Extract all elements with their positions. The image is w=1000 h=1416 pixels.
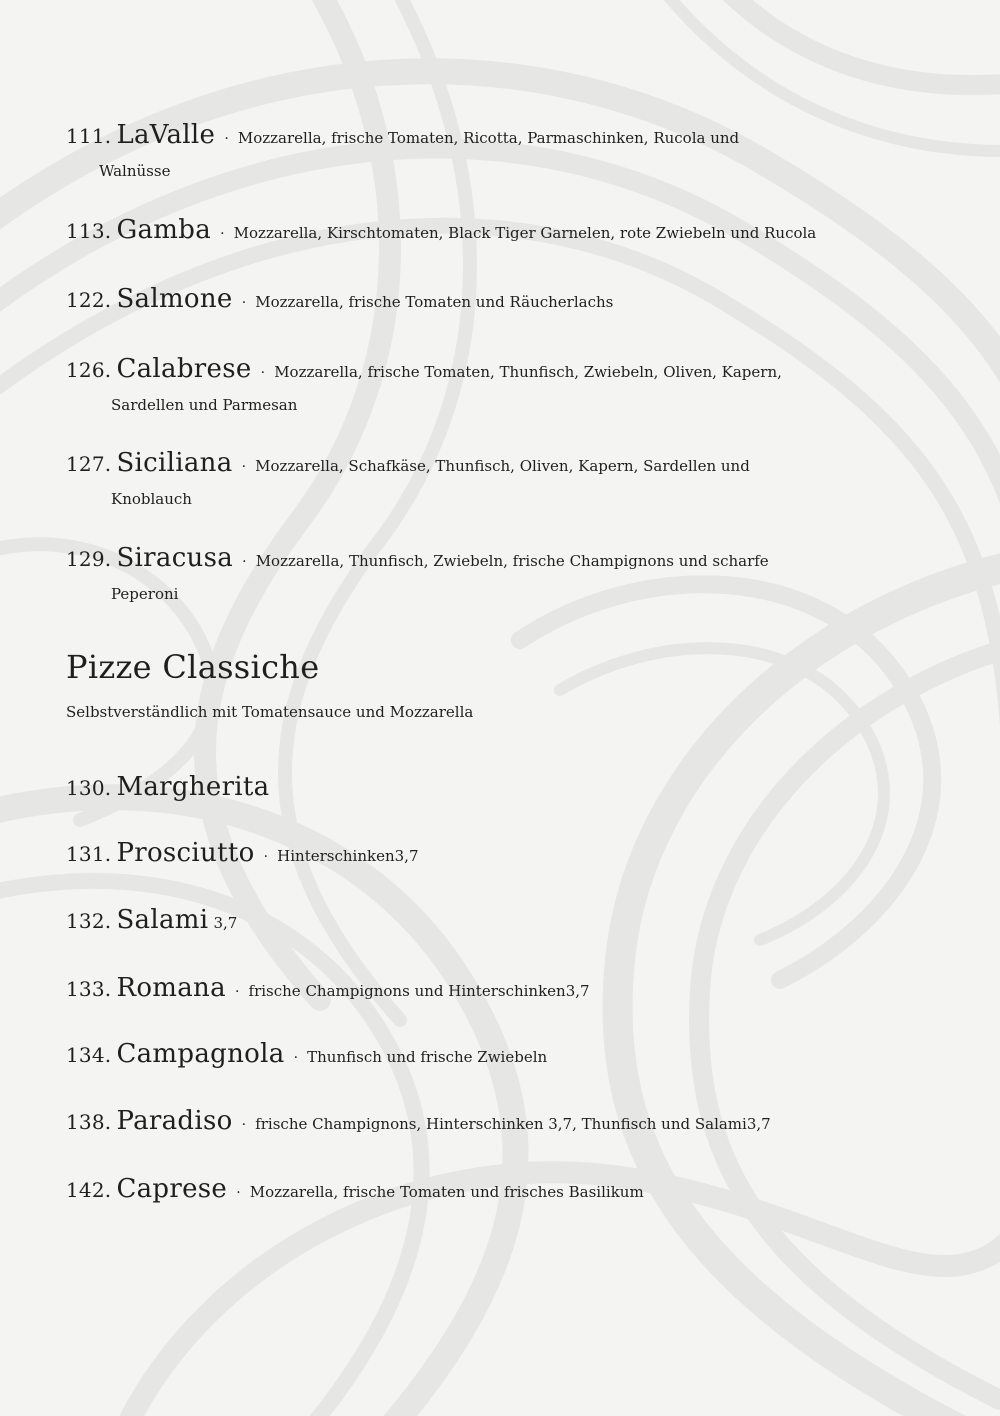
item-description: Hinterschinken3,7 [277, 847, 419, 865]
item-description-continued: Walnüsse [99, 162, 171, 180]
item-description: Mozzarella, frische Tomaten, Ricotta, Parmaschinken, Rucola und [237, 129, 740, 147]
item-separator: · [260, 365, 266, 381]
item-number: 129. [66, 547, 112, 571]
item-separator: · [236, 1185, 241, 1201]
item-name: Paradiso [116, 1106, 233, 1136]
item-separator: · [220, 226, 225, 242]
item-separator: · [241, 1117, 247, 1133]
menu-item-siracusa [66, 541, 826, 607]
item-description: Mozzarella, frische Tomaten und frisches Basilikum [249, 1183, 644, 1201]
menu-item-salami [66, 903, 826, 940]
item-description: Mozzarella, frische Tomaten und Räucherlachs [255, 293, 614, 311]
item-number: 111. [66, 124, 112, 148]
menu-item-prosciutto [66, 836, 826, 874]
item-name: Siracusa [116, 543, 234, 573]
item-number: 134. [66, 1043, 112, 1067]
item-separator: · [242, 554, 247, 570]
menu-item-siciliana [66, 446, 826, 512]
item-number: 127. [66, 452, 112, 476]
menu-item-romana [66, 971, 826, 1009]
item-number: 131. [66, 842, 112, 866]
item-separator: · [241, 295, 247, 311]
item-number: 138. [66, 1110, 112, 1134]
item-number: 142. [66, 1178, 112, 1202]
item-description: Mozzarella, frische Tomaten, Thunfisch, Zwiebeln, Oliven, Kapern, [274, 363, 782, 381]
menu-item-gamba [66, 213, 826, 251]
item-separator: · [224, 131, 229, 147]
item-name: Prosciutto [116, 838, 255, 868]
item-name: LaValle [116, 120, 216, 150]
item-description: 3,7 [213, 914, 238, 932]
menu-item-margherita [66, 770, 826, 807]
item-number: 130. [66, 776, 112, 800]
menu-item-campagnola [66, 1037, 826, 1075]
menu-item-lavalle [66, 118, 826, 184]
item-name: Gamba [116, 215, 212, 245]
item-separator: · [293, 1050, 299, 1066]
item-description: Mozzarella, Kirschtomaten, Black Tiger Garnelen, rote Zwiebeln und Rucola [233, 224, 817, 242]
item-name: Margherita [116, 772, 270, 802]
section-title: Pizze Classiche [66, 648, 320, 686]
item-name: Salami [116, 905, 209, 935]
item-description: Mozzarella, Thunfisch, Zwiebeln, frische Champignons und scharfe [255, 552, 769, 570]
menu-item-calabrese [66, 352, 826, 418]
section-subtitle: Selbstverständlich mit Tomatensauce und Mozzarella [66, 703, 474, 721]
item-name: Salmone [116, 284, 233, 314]
menu-item-salmone [66, 282, 826, 320]
item-name: Romana [116, 973, 226, 1003]
item-description-continued: Peperoni [111, 585, 179, 603]
item-description-continued: Sardellen und Parmesan [111, 396, 298, 414]
item-description: frische Champignons, Hinterschinken 3,7, Thunfisch und Salami3,7 [255, 1115, 771, 1133]
item-description: Mozzarella, Schafkäse, Thunfisch, Oliven, Kapern, Sardellen und [255, 457, 750, 475]
item-number: 133. [66, 977, 112, 1001]
item-name: Calabrese [116, 354, 252, 384]
item-name: Caprese [116, 1174, 228, 1204]
item-description-continued: Knoblauch [111, 490, 192, 508]
item-description: Thunfisch und frische Zwiebeln [307, 1048, 548, 1066]
item-number: 132. [66, 909, 112, 933]
item-separator: · [241, 459, 247, 475]
menu-item-caprese [66, 1172, 826, 1210]
item-number: 113. [66, 219, 112, 243]
item-description: frische Champignons und Hinterschinken3,7 [248, 982, 590, 1000]
item-name: Campagnola [116, 1039, 285, 1069]
item-separator: · [234, 984, 240, 1000]
item-number: 122. [66, 288, 112, 312]
item-name: Siciliana [116, 448, 233, 478]
menu-item-paradiso [66, 1104, 826, 1142]
item-separator: · [263, 849, 269, 865]
item-number: 126. [66, 358, 112, 382]
